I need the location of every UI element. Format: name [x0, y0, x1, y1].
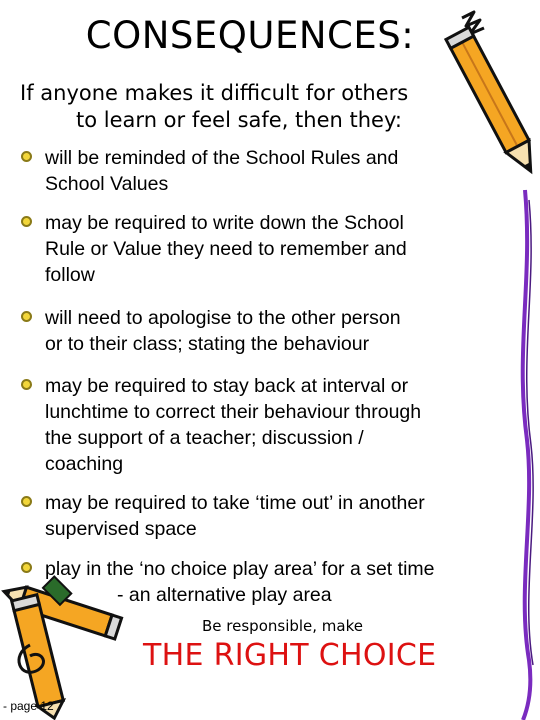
- list-item: will need to apologise to the other person or to their class; stating the behaviour: [45, 305, 525, 357]
- page-number: - page 12: [3, 699, 54, 713]
- tagline-small: Be responsible, make: [202, 617, 363, 635]
- yellow-dot-icon: [21, 311, 32, 322]
- yellow-dot-icon: [21, 151, 32, 162]
- list-item: may be required to write down the School Rule or Value they need to remember and follow: [45, 210, 525, 288]
- list-item: may be required to take ‘time out’ in another supervised space: [45, 490, 525, 542]
- list-item: will be reminded of the School Rules and School Values: [45, 145, 525, 197]
- intro-line-2: to learn or feel safe, then they:: [76, 108, 402, 132]
- intro-line-1: If anyone makes it difficult for others: [20, 81, 409, 105]
- tagline-big: THE RIGHT CHOICE: [143, 638, 437, 673]
- page-title: CONSEQUENCES:: [85, 14, 415, 57]
- list-item: play in the ‘no choice play area’ for a set time - an alternative play area: [45, 556, 525, 608]
- yellow-dot-icon: [21, 379, 32, 390]
- list-item: may be required to stay back at interval or lunchtime to correct their behaviour through the support of a teacher; discussion / coaching: [45, 373, 525, 477]
- yellow-dot-icon: [21, 562, 32, 573]
- yellow-dot-icon: [21, 216, 32, 227]
- yellow-dot-icon: [21, 496, 32, 507]
